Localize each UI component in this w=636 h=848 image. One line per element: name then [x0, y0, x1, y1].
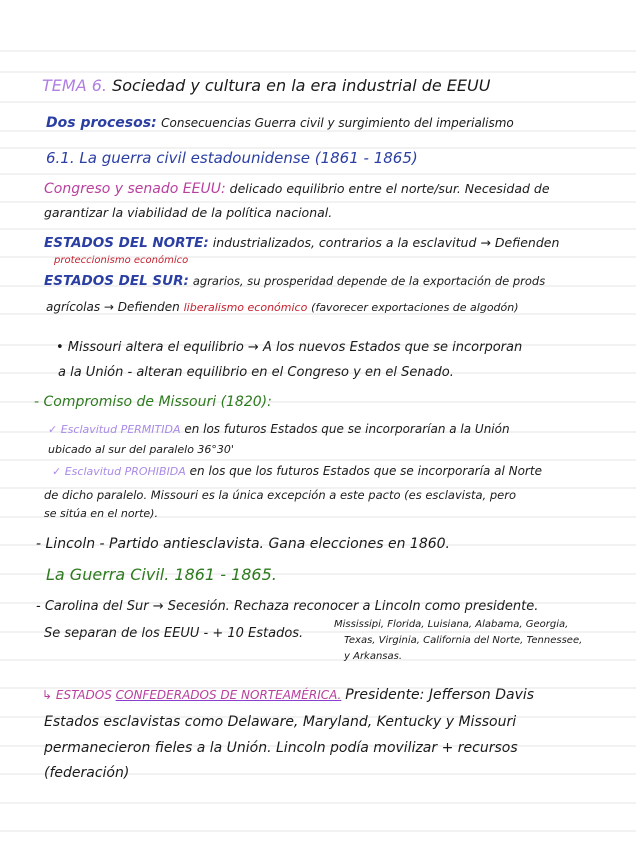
congreso-text-1: delicado equilibrio entre el norte/sur. Necesidad de: [229, 181, 550, 196]
permitida-text-2: ubicado al sur del paralelo 36°30': [48, 443, 234, 456]
dos-procesos-label: Dos procesos:: [46, 115, 157, 131]
page-title: [42, 77, 490, 95]
permitida-line-1: [48, 420, 510, 439]
permitida-label: ✓ Esclavitud PERMITIDA: [48, 423, 181, 436]
sur-line-2: [46, 298, 519, 317]
norte-proteccionismo: proteccionismo económico: [54, 255, 189, 266]
prohibida-label: ✓ Esclavitud PROHIBIDA: [52, 465, 186, 478]
title-text: Sociedad y cultura en la era industrial de EEUU: [112, 76, 491, 95]
confederados-underlined: CONFEDERADOS DE NORTEAMÉRICA.: [115, 688, 342, 702]
confederados-line-1: [42, 686, 534, 704]
compromiso-heading: - Compromiso de Missouri (1820):: [34, 394, 272, 410]
confederados-prefix: ↳ ESTADOS: [42, 688, 112, 702]
sur-text-1: agrarios, su prosperidad depende de la exportación de prods: [192, 274, 546, 288]
section-heading-6-1: 6.1. La guerra civil estadounidense (1861 - 1865): [46, 149, 418, 167]
confederados-line-2: Estados esclavistas como Delaware, Maryland, Kentucky y Missouri: [44, 714, 517, 730]
confederados-line-4: (federación): [44, 765, 130, 781]
sur-text-2a: agrícolas → Defienden: [46, 300, 180, 314]
tema-label: TEMA 6.: [42, 76, 107, 95]
guerra-civil-heading: La Guerra Civil. 1861 - 1865.: [46, 565, 277, 584]
sur-line-1: [44, 272, 545, 290]
lincoln-line: - Lincoln - Partido antiesclavista. Gana elecciones en 1860.: [36, 536, 450, 552]
carolina-states-1: Mississipi, Florida, Luisiana, Alabama, Georgia,: [334, 619, 569, 630]
confederados-line-3: permanecieron fieles a la Unión. Lincoln podía movilizar + recursos: [44, 740, 518, 756]
sur-label: ESTADOS DEL SUR:: [44, 273, 189, 289]
prohibida-line-1: [52, 462, 542, 481]
sur-liberalismo: liberalismo económico: [183, 301, 308, 314]
congreso-line-2: garantizar la viabilidad de la política nacional.: [44, 205, 333, 220]
carolina-states-2: Texas, Virginia, California del Norte, Tennessee,: [344, 635, 583, 646]
norte-line: [44, 234, 559, 252]
sur-text-2b: (favorecer exportaciones de algodón): [311, 301, 519, 314]
permitida-text-1: en los futuros Estados que se incorporarían a la Unión: [184, 422, 510, 436]
carolina-states-3: y Arkansas.: [344, 651, 403, 662]
congreso-label: Congreso y senado EEUU:: [44, 181, 226, 197]
prohibida-text-1: en los que los futuros Estados que se incorporaría al Norte: [189, 464, 542, 478]
dos-procesos-line: [46, 114, 514, 132]
dos-procesos-text: Consecuencias Guerra civil y surgimiento del imperialismo: [161, 116, 514, 130]
norte-text: industrializados, contrarios a la esclavitud → Defienden: [212, 235, 560, 250]
congreso-line-1: [44, 180, 550, 198]
carolina-line-1: - Carolina del Sur → Secesión. Rechaza reconocer a Lincoln como presidente.: [36, 599, 539, 614]
carolina-line-2: Se separan de los EEUU - + 10 Estados.: [44, 626, 304, 641]
confederados-president: Presidente: Jefferson Davis: [345, 687, 535, 703]
prohibida-text-3: se sitúa en el norte).: [44, 507, 158, 520]
norte-label: ESTADOS DEL NORTE:: [44, 235, 209, 251]
missouri-line-2: a la Unión - alteran equilibrio en el Congreso y en el Senado.: [58, 365, 454, 380]
missouri-line-1: • Missouri altera el equilibrio → A los nuevos Estados que se incorporan: [56, 340, 523, 355]
prohibida-text-2: de dicho paralelo. Missouri es la única excepción a este pacto (es esclavista, pero: [44, 488, 516, 502]
